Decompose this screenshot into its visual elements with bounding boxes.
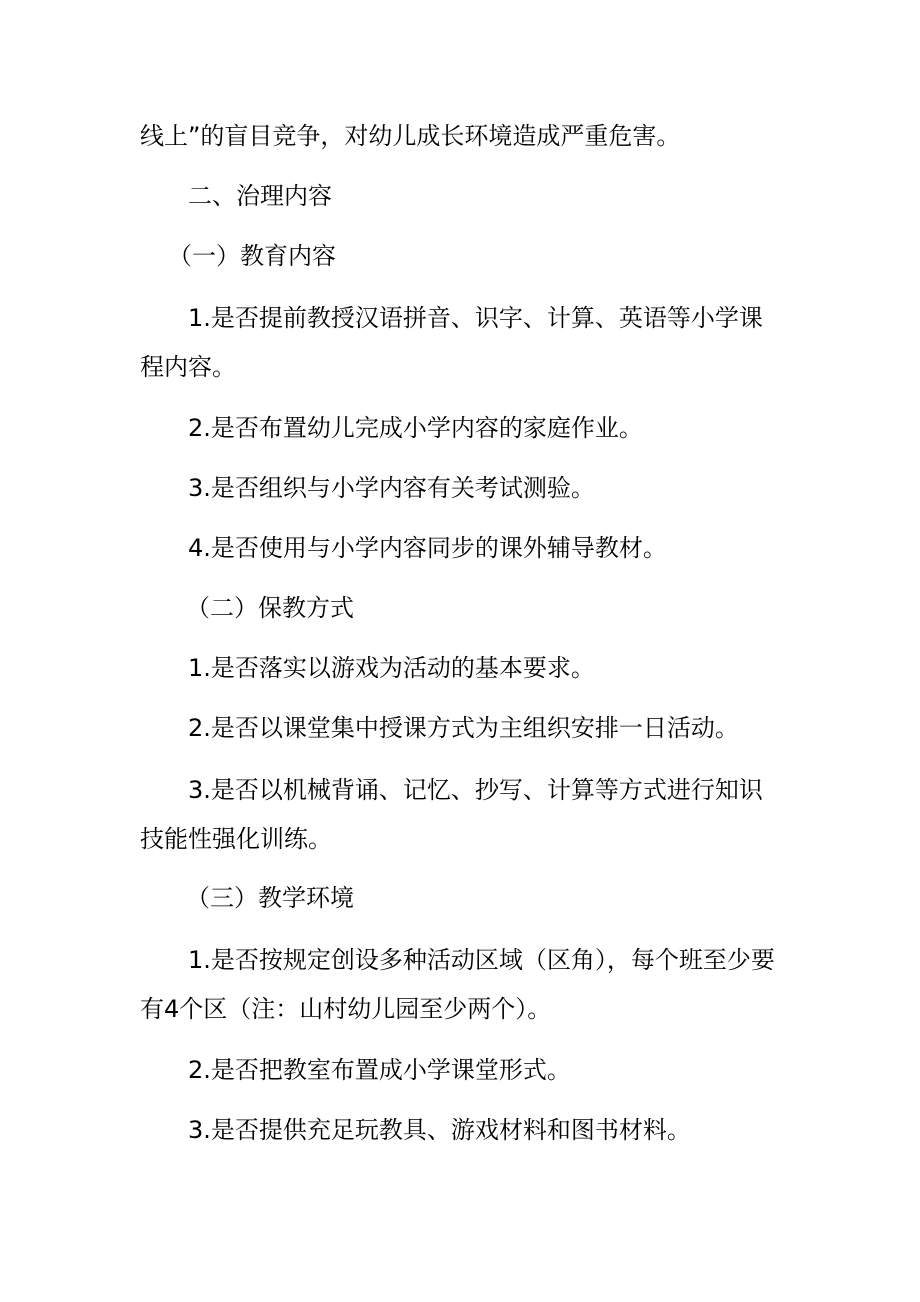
paragraph-continuation: 线上”的盲目竞争，对幼儿成长环境造成严重危害。	[140, 122, 681, 150]
list-item: 3.是否以机械背诵、记忆、抄写、计算等方式进行知识技能性强化训练。	[140, 776, 763, 853]
list-item: 2.是否把教室布置成小学课堂形式。	[188, 1056, 571, 1084]
list-item: 3.是否组织与小学内容有关考试测验。	[188, 474, 595, 502]
subsection-heading-education-content: （一）教育内容	[168, 242, 336, 270]
list-item: 1.是否提前教授汉语拼音、识字、计算、英语等小学课程内容。	[140, 304, 763, 381]
list-item: 1.是否落实以游戏为活动的基本要求。	[188, 654, 595, 682]
subsection-heading-care-methods: （二）保教方式	[186, 594, 354, 622]
list-item: 4.是否使用与小学内容同步的课外辅导教材。	[188, 534, 667, 562]
list-item: 2.是否以课堂集中授课方式为主组织安排一日活动。	[188, 714, 739, 742]
subsection-heading-teaching-environment: （三）教学环境	[186, 884, 354, 912]
list-item: 1.是否按规定创设多种活动区域（区角），每个班至少要有4个区（注：山村幼儿园至少两个）。	[140, 946, 775, 1023]
section-heading: 二、治理内容	[188, 182, 332, 210]
list-item: 2.是否布置幼儿完成小学内容的家庭作业。	[188, 414, 643, 442]
list-item: 3.是否提供充足玩教具、游戏材料和图书材料。	[188, 1116, 691, 1144]
